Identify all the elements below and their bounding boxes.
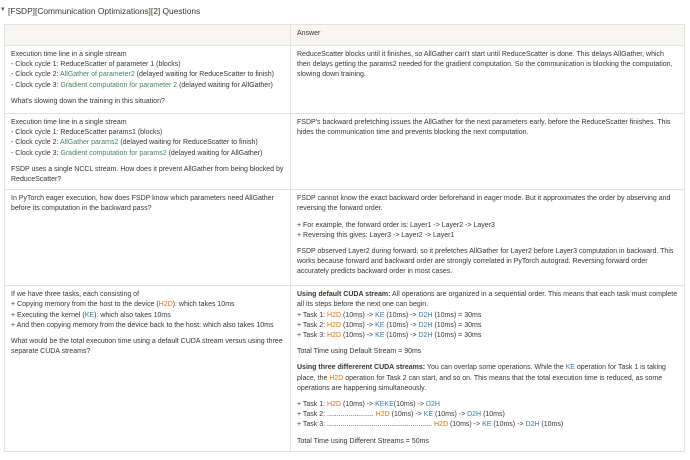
table-row [5,46,685,114]
task-line: + Task 1: H2D (10ms) -> KE (10ms) -> D2H (10ms) = 30ms [297,311,482,319]
pipeline-line: + Task 3: ...................................................... H2D (10ms) -> KE (10ms) -> D2H (10ms) [297,421,564,429]
table-row [5,114,685,190]
table-header-row [5,25,685,46]
header-answer: Answer [291,25,685,46]
pipeline-line: + Task 1: H2D (10ms) -> KEKE(10ms) -> D2H [297,401,440,409]
answer-cell[interactable]: FSDP cannot know the exact backward order beforehand in eager mode. But it approximates the order by observing and reversing the forward order. + For example, the forward order is: Layer1 -> Layer2 -> Layer3 + Reversing this gives: Layer3 -> Layer2 -> Layer1 FSDP observed Layer2 during forward, so it prefetches AllGather for Layer2 before Layer3 computation in backward. This works because forward and backward order are strongly correlated in PyTorch autograd. Reversing forward order accurately predicts backward order in most cases. [291,190,685,286]
pipeline-line: + Task 2: ........................ H2D (10ms) -> KE (10ms) -> D2H (10ms) [297,411,505,419]
qa-table [4,24,685,452]
answer-cell[interactable]: ReduceScatter blocks until it finishes, so AllGather can't start until ReduceScatter is done. This delays AllGather, which then delays getting the params2 needed for the gradient computation. So the communication is blocking the computation, slowing down training. [291,46,685,114]
toggle-caret-icon[interactable]: ▾ [1,6,5,13]
answer-cell[interactable]: Using default CUDA stream: All operations are organized in a sequential order. This means that each task must complete all its steps before the next one can begin. + Task 1: H2D (10ms) -> KE (10ms) -> D2H (10ms) = 30ms + Task 2: H2D (10ms) -> KE (10ms) -> D2H (10ms) = 30ms + Task 3: H2D (10ms) -> KE (10ms) -> D2H (10ms) = 30ms Total Time using Default Stream = 90ms Using three differerent CUDA streams: You can overlap some operations. While the KE operation for Task 1 is taking place, the H2D operation for Task 2 can start, and so on. This means that the total execution time is reduced, as some operations are happening simultaneously. + Task 1: H2D (10ms) -> KEKE(10ms) -> D2H + Task 2: ........................ H2D (10ms) -> KE (10ms) -> D2H (10ms) + Task 3: ...................................................... H2D (10ms) -> KE (10ms) -> D2H (10ms) Total Time using Different Streams = 50ms [291,286,685,452]
task-line: + Task 2: H2D (10ms) -> KE (10ms) -> D2H (10ms) = 30ms [297,321,482,329]
question-cell[interactable]: In PyTorch eager execution, how does FSDP know which parameters need AllGather before its computation in the backward pass? [5,190,291,286]
answer-cell[interactable]: FSDP's backward prefetching issues the AllGather for the next parameters early, before the ReduceScatter finishes. This hides the communication time and prevents blocking the next computation. [291,114,685,190]
question-cell[interactable]: Execution time line in a single stream - Clock cycle 1: ReduceScatter params1 (blocks) - Clock cycle 2: AllGather params2 (delayed waiting for ReduceScatter to finish) - Clock cycle 3: Gradient computation for params2 (delayed waiting for AllGather) FSDP uses a single NCCL stream. How does it prevent AllGather from being blocked by ReduceScatter? [5,114,291,190]
page-header [0,4,690,18]
table-row [5,286,685,452]
page-title: [FSDP][Communication Optimizations][2] Questions [8,6,201,16]
task-line: + Task 3: H2D (10ms) -> KE (10ms) -> D2H (10ms) = 30ms [297,332,482,340]
header-question [5,25,291,46]
table-row [5,190,685,286]
question-cell[interactable]: If we have three tasks, each consisting of + Copying memory from the host to the device (H2D): which takes 10ms + Executing the kernel (KE): which also takes 10ms + And then copying memory from the device back to the host: which also takes 10ms What would be the total execution time using a default CUDA stream versus using three separate CUDA streams? [5,286,291,452]
question-cell[interactable]: Execution time line in a single stream - Clock cycle 1: ReduceScatter of parameter 1 (blocks) - Clock cycle 2: AllGather of parameter2 (delayed waiting for ReduceScatter to finish) - Clock cycle 3: Gradient computation for parameter 2 (delayed waiting for AllGather) What's slowing down the training in this situation? [5,46,291,114]
